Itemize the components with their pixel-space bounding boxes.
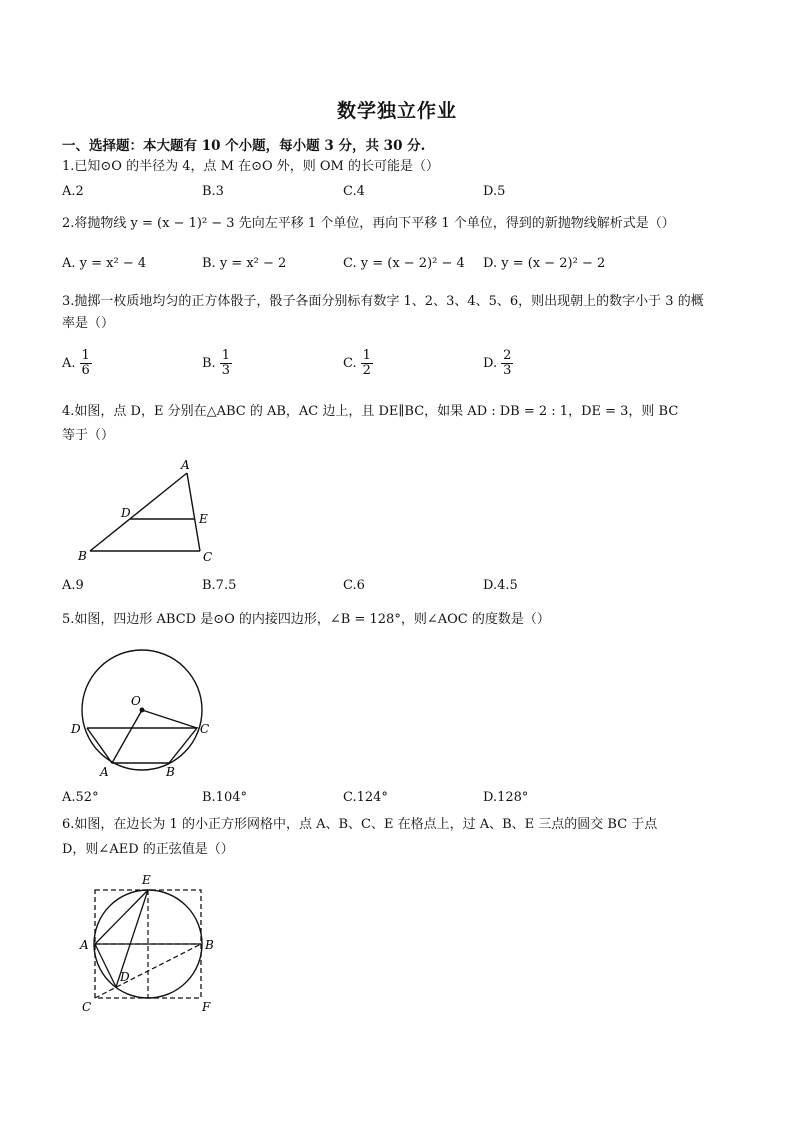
label-e: E (142, 873, 151, 887)
label-b: B (78, 549, 87, 563)
question-2-text: 2.将抛物线 y = (x − 1)² − 3 先向左平移 1 个单位，再向下平移 1 个单位，得到的新抛物线解析式是（） (62, 216, 675, 231)
label-o: O (131, 694, 141, 708)
q4-option-d: D.4.5 (483, 578, 518, 593)
segment-oa (112, 710, 142, 763)
q3-option-d: D. $\frac{2}{3}$ (483, 348, 512, 378)
q1-option-c: C.4 (343, 184, 365, 199)
q4-option-c: C.6 (343, 578, 365, 593)
q5-option-c: C.124° (343, 790, 388, 805)
question-3-line-1: 3.抛掷一枚质地均匀的正方体骰子，骰子各面分别标有数字 1、2、3、4、5、6，则出现朝上的数字小于 3 的概 (62, 294, 704, 309)
fraction: $\frac{1}{2}$ (362, 348, 371, 378)
question-6-line-1: 6.如图，在边长为 1 的小正方形网格中，点 A、B、C、E 在格点上，过 A、B、E 三点的圆交 BC 于点 (62, 817, 658, 832)
label-d: D (71, 722, 81, 736)
section-heading: 一、选择题：本大题有 10 个小题，每小题 3 分，共 30 分. (62, 138, 426, 154)
q4-option-a: A.9 (62, 578, 84, 593)
question-1-text: 1.已知⊙O 的半径为 4，点 M 在⊙O 外，则 OM 的长可能是（） (62, 159, 439, 174)
q2-option-d: D. y = (x − 2)² − 2 (483, 256, 606, 271)
label-a: A (181, 458, 190, 472)
segment-ea (95, 890, 148, 944)
q2-option-c: C. y = (x − 2)² − 4 (343, 256, 465, 271)
q4-option-b: B.7.5 (202, 578, 237, 593)
triangle-figure (70, 455, 230, 570)
label-d: D (121, 506, 131, 520)
q2-option-a: A. y = x² − 4 (62, 256, 147, 271)
page-title: 数学独立作业 (336, 100, 457, 122)
question-4-line-2: 等于（） (62, 428, 115, 443)
label-c: C (203, 550, 213, 564)
q1-option-b: B.3 (202, 184, 224, 199)
label-a: A (80, 938, 89, 952)
label-c: C (82, 1000, 92, 1014)
q3-option-c: C. $\frac{1}{2}$ (343, 348, 371, 378)
grid-circle-figure (70, 868, 230, 1018)
q2-option-b: B. y = x² − 2 (202, 256, 287, 271)
label-b: B (205, 938, 214, 952)
circle-figure (65, 630, 225, 780)
q5-option-a: A.52° (62, 790, 99, 805)
question-5-text: 5.如图，四边形 ABCD 是⊙O 的内接四边形，∠B = 128°，则∠AOC 的度数是（） (62, 612, 550, 627)
q5-option-d: D.128° (483, 790, 529, 805)
label-e: E (199, 512, 208, 526)
label-b: B (166, 765, 175, 779)
question-6-line-2: D，则∠AED 的正弦值是（） (62, 842, 234, 857)
label-f: F (202, 1000, 211, 1014)
side-ab (90, 473, 187, 551)
label-d: D (120, 970, 130, 984)
center-point (140, 708, 145, 713)
label-a: A (100, 765, 109, 779)
q3-option-a: A. $\frac{1}{6}$ (62, 348, 90, 378)
q5-option-b: B.104° (202, 790, 247, 805)
quadrilateral-abcd (87, 728, 197, 763)
segment-oc (142, 710, 197, 728)
q3-option-b: B. $\frac{1}{3}$ (202, 348, 230, 378)
q1-option-d: D.5 (483, 184, 506, 199)
question-3-line-2: 率是（） (62, 316, 115, 331)
q1-option-a: A.2 (62, 184, 84, 199)
fraction: $\frac{1}{3}$ (221, 348, 230, 378)
fraction: $\frac{2}{3}$ (503, 348, 512, 378)
question-4-line-1: 4.如图，点 D，E 分别在△ABC 的 AB，AC 边上，且 DE∥BC，如果 AD : DB = 2 : 1，DE = 3，则 BC (62, 404, 679, 419)
fraction: $\frac{1}{6}$ (81, 348, 90, 378)
label-c: C (200, 722, 210, 736)
